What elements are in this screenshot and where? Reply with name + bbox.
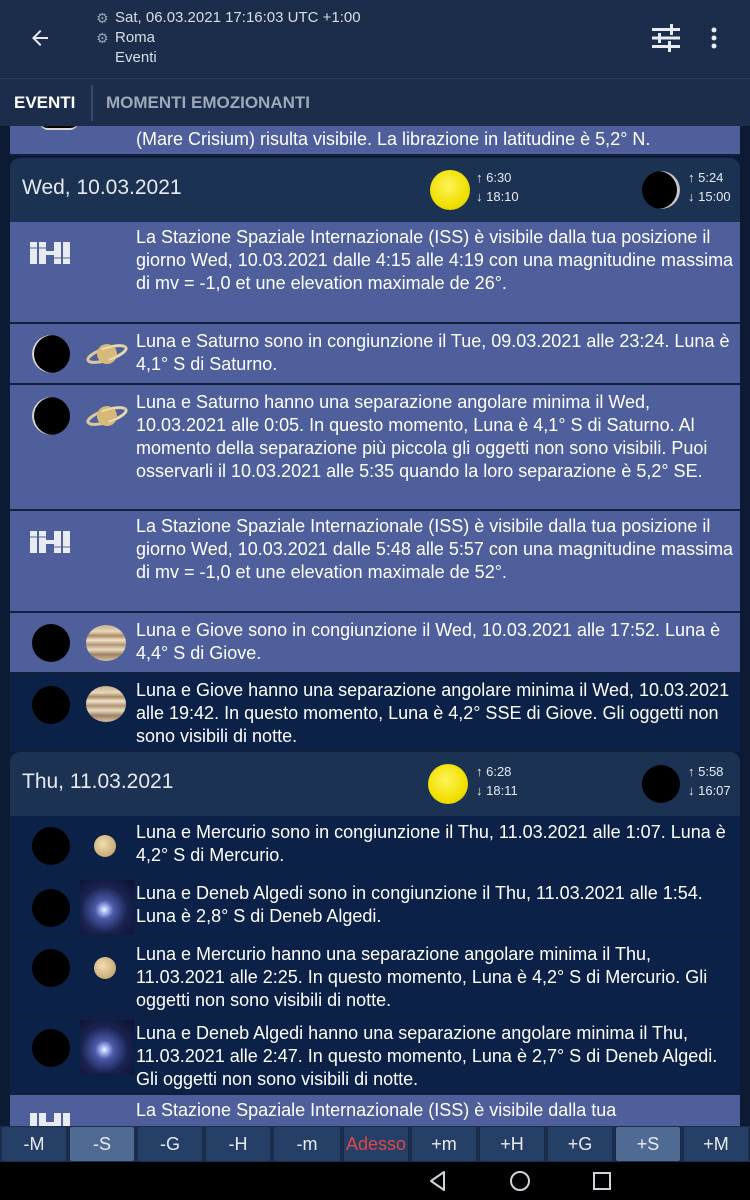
list-item[interactable]: [10, 385, 740, 511]
moon-icon: [32, 1029, 70, 1067]
event-list[interactable]: [0, 126, 750, 1126]
day-header: [10, 752, 740, 816]
moon-set: ↓ 15:00: [688, 189, 731, 204]
header-section: Eventi: [115, 49, 157, 66]
sun-rise-set: [476, 762, 518, 800]
moon-icon: [32, 397, 70, 435]
moon-rise: ↑ 5:24: [688, 170, 724, 185]
minus-day-button[interactable]: -G: [138, 1127, 202, 1161]
app-header: [0, 0, 750, 78]
event-text: La Stazione Spaziale Internazionale (ISS) è visibile dalla tua: [136, 1100, 617, 1120]
moon-icon: [32, 827, 70, 865]
header-datetime: Sat, 06.03.2021 17:16:03 UTC +1:00: [115, 9, 361, 26]
list-item[interactable]: [10, 126, 740, 156]
sliders-icon: [650, 23, 682, 53]
tab-momenti-emozionanti[interactable]: MOMENTI EMOZIONANTI: [106, 93, 310, 112]
moon-icon: [32, 624, 70, 662]
event-text: Luna e Saturno sono in congiunzione il Tue, 09.03.2021 alle 23:24. Luna è 4,1° S di Saturno.: [136, 331, 730, 374]
sun-rise-set: [476, 168, 519, 206]
list-item[interactable]: [10, 877, 740, 938]
tab-eventi[interactable]: EVENTI: [14, 93, 76, 112]
saturn-icon: [86, 337, 128, 371]
event-text: Luna e Giove sono in congiunzione il Wed, 10.03.2021 alle 17:52. Luna è 4,4° S di Giove.: [136, 620, 721, 663]
moon-icon: [40, 126, 78, 130]
event-text: Luna e Mercurio sono in congiunzione il Thu, 11.03.2021 alle 1:07. Luna è 4,2° S di Mercurio.: [136, 822, 726, 865]
event-text: Luna e Deneb Algedi sono in congiunzione il Thu, 11.03.2021 alle 1:54. Luna è 2,8° S di Deneb Algedi.: [136, 883, 703, 926]
event-text: La Stazione Spaziale Internazionale (ISS) è visibile dalla tua posizione il giorno Wed, 10.03.2021 dalle 5:48 alle 5:57 con una magnitudine massima di mv = -1,0 et une elevation maximale de 52°.: [136, 516, 734, 582]
iss-icon: [30, 529, 70, 555]
header-datetime-row[interactable]: [96, 8, 361, 28]
nav-recents-icon[interactable]: [589, 1168, 615, 1194]
iss-icon: [30, 240, 70, 266]
minus-week-button[interactable]: -S: [70, 1127, 134, 1161]
minus-minute-button[interactable]: -m: [274, 1127, 340, 1161]
header-location-row[interactable]: [96, 28, 361, 48]
list-item[interactable]: [10, 1095, 740, 1126]
event-text: Luna e Deneb Algedi hanno una separazione angolare minima il Thu, 11.03.2021 alle 2:47. In questo momento, Luna è 2,7° S di Deneb Algedi. Gli oggetti non sono visibili di notte.: [136, 1023, 718, 1089]
list-item[interactable]: [10, 613, 740, 674]
sun-icon: [430, 170, 470, 210]
header-info: [96, 8, 361, 68]
nav-home-icon[interactable]: [507, 1168, 533, 1194]
moon-rise: ↑ 5:58: [688, 764, 724, 779]
moon-icon: [32, 686, 70, 724]
day-title: Wed, 10.03.2021: [22, 176, 182, 199]
header-location: Roma: [115, 29, 156, 46]
time-step-bar: [0, 1126, 750, 1162]
nav-back-icon[interactable]: [425, 1168, 451, 1194]
day-title: Thu, 11.03.2021: [22, 770, 174, 793]
moon-rise-set: [688, 762, 731, 800]
now-button[interactable]: Adesso: [344, 1127, 408, 1161]
list-item[interactable]: [10, 511, 740, 613]
event-text: Luna e Giove hanno una separazione angolare minima il Wed, 10.03.2021 alle 19:42. In questo momento, Luna è 4,2° SSE di Giove. Gli oggetti non sono visibili di notte.: [136, 680, 730, 746]
more-options-button[interactable]: [700, 18, 728, 58]
event-text: Luna e Mercurio hanno una separazione angolare minima il Thu, 11.03.2021 alle 2:25. In questo momento, Luna è 4,2° S di Mercurio. Gli oggetti non sono visibili di notte.: [136, 944, 708, 1010]
arrow-left-icon: [28, 26, 52, 50]
tab-divider: [91, 85, 93, 121]
sun-set: ↓ 18:11: [476, 783, 518, 798]
moon-icon: [32, 889, 70, 927]
saturn-icon: [86, 399, 128, 433]
gear-icon: ⚙: [96, 30, 109, 46]
moon-rise-set: [688, 168, 731, 206]
sun-icon: [428, 764, 468, 804]
event-text: La Stazione Spaziale Internazionale (ISS) è visibile dalla tua posizione il giorno Wed, 10.03.2021 dalle 4:15 alle 4:19 con una magnitudine massima di mv = -1,0 et une elevation maximale de 26°.: [136, 227, 734, 293]
event-text: (Mare Crisium) risulta visibile. La librazione in latitudine è 5,2° N.: [136, 129, 651, 149]
moon-icon: [32, 335, 70, 373]
mercury-icon: [94, 835, 116, 857]
mercury-icon: [94, 957, 116, 979]
jupiter-icon: [86, 625, 126, 661]
plus-hour-button[interactable]: +H: [480, 1127, 544, 1161]
star-icon: [80, 1020, 134, 1074]
plus-week-button[interactable]: +S: [616, 1127, 680, 1161]
header-section-row: [96, 48, 361, 68]
more-vertical-icon: [711, 27, 717, 49]
list-item[interactable]: [10, 1017, 740, 1095]
minus-month-button[interactable]: -M: [2, 1127, 66, 1161]
iss-icon: [30, 1111, 70, 1126]
plus-day-button[interactable]: +G: [548, 1127, 612, 1161]
tab-bar: [0, 78, 750, 126]
event-text: Luna e Saturno hanno una separazione angolare minima il Wed, 10.03.2021 alle 0:05. In questo momento, Luna è 4,1° S di Saturno. Al momento della separazione più piccola gli oggetti non sono visibili. Puoi osservarli il 10.03.2021 alle 5:35 quando la loro separazione è 5,2° SE.: [136, 392, 708, 481]
moon-phase-icon: [642, 171, 680, 209]
sun-rise: ↑ 6:28: [476, 764, 512, 779]
filter-button[interactable]: [646, 18, 686, 58]
list-item[interactable]: [10, 816, 740, 877]
day-header: [10, 158, 740, 222]
sun-set: ↓ 18:10: [476, 189, 519, 204]
system-nav-bar: [0, 1162, 750, 1200]
plus-month-button[interactable]: +M: [684, 1127, 748, 1161]
moon-phase-icon: [642, 765, 680, 803]
gear-icon: ⚙: [96, 10, 109, 26]
list-item[interactable]: [10, 222, 740, 324]
back-button[interactable]: [18, 18, 62, 58]
moon-icon: [32, 949, 70, 987]
jupiter-icon: [86, 686, 126, 722]
plus-minute-button[interactable]: +m: [412, 1127, 476, 1161]
moon-set: ↓ 16:07: [688, 783, 731, 798]
minus-hour-button[interactable]: -H: [206, 1127, 270, 1161]
sun-rise: ↑ 6:30: [476, 170, 512, 185]
list-item[interactable]: [10, 324, 740, 385]
list-item[interactable]: [10, 938, 740, 1017]
list-item[interactable]: [10, 674, 740, 752]
star-icon: [80, 880, 134, 934]
